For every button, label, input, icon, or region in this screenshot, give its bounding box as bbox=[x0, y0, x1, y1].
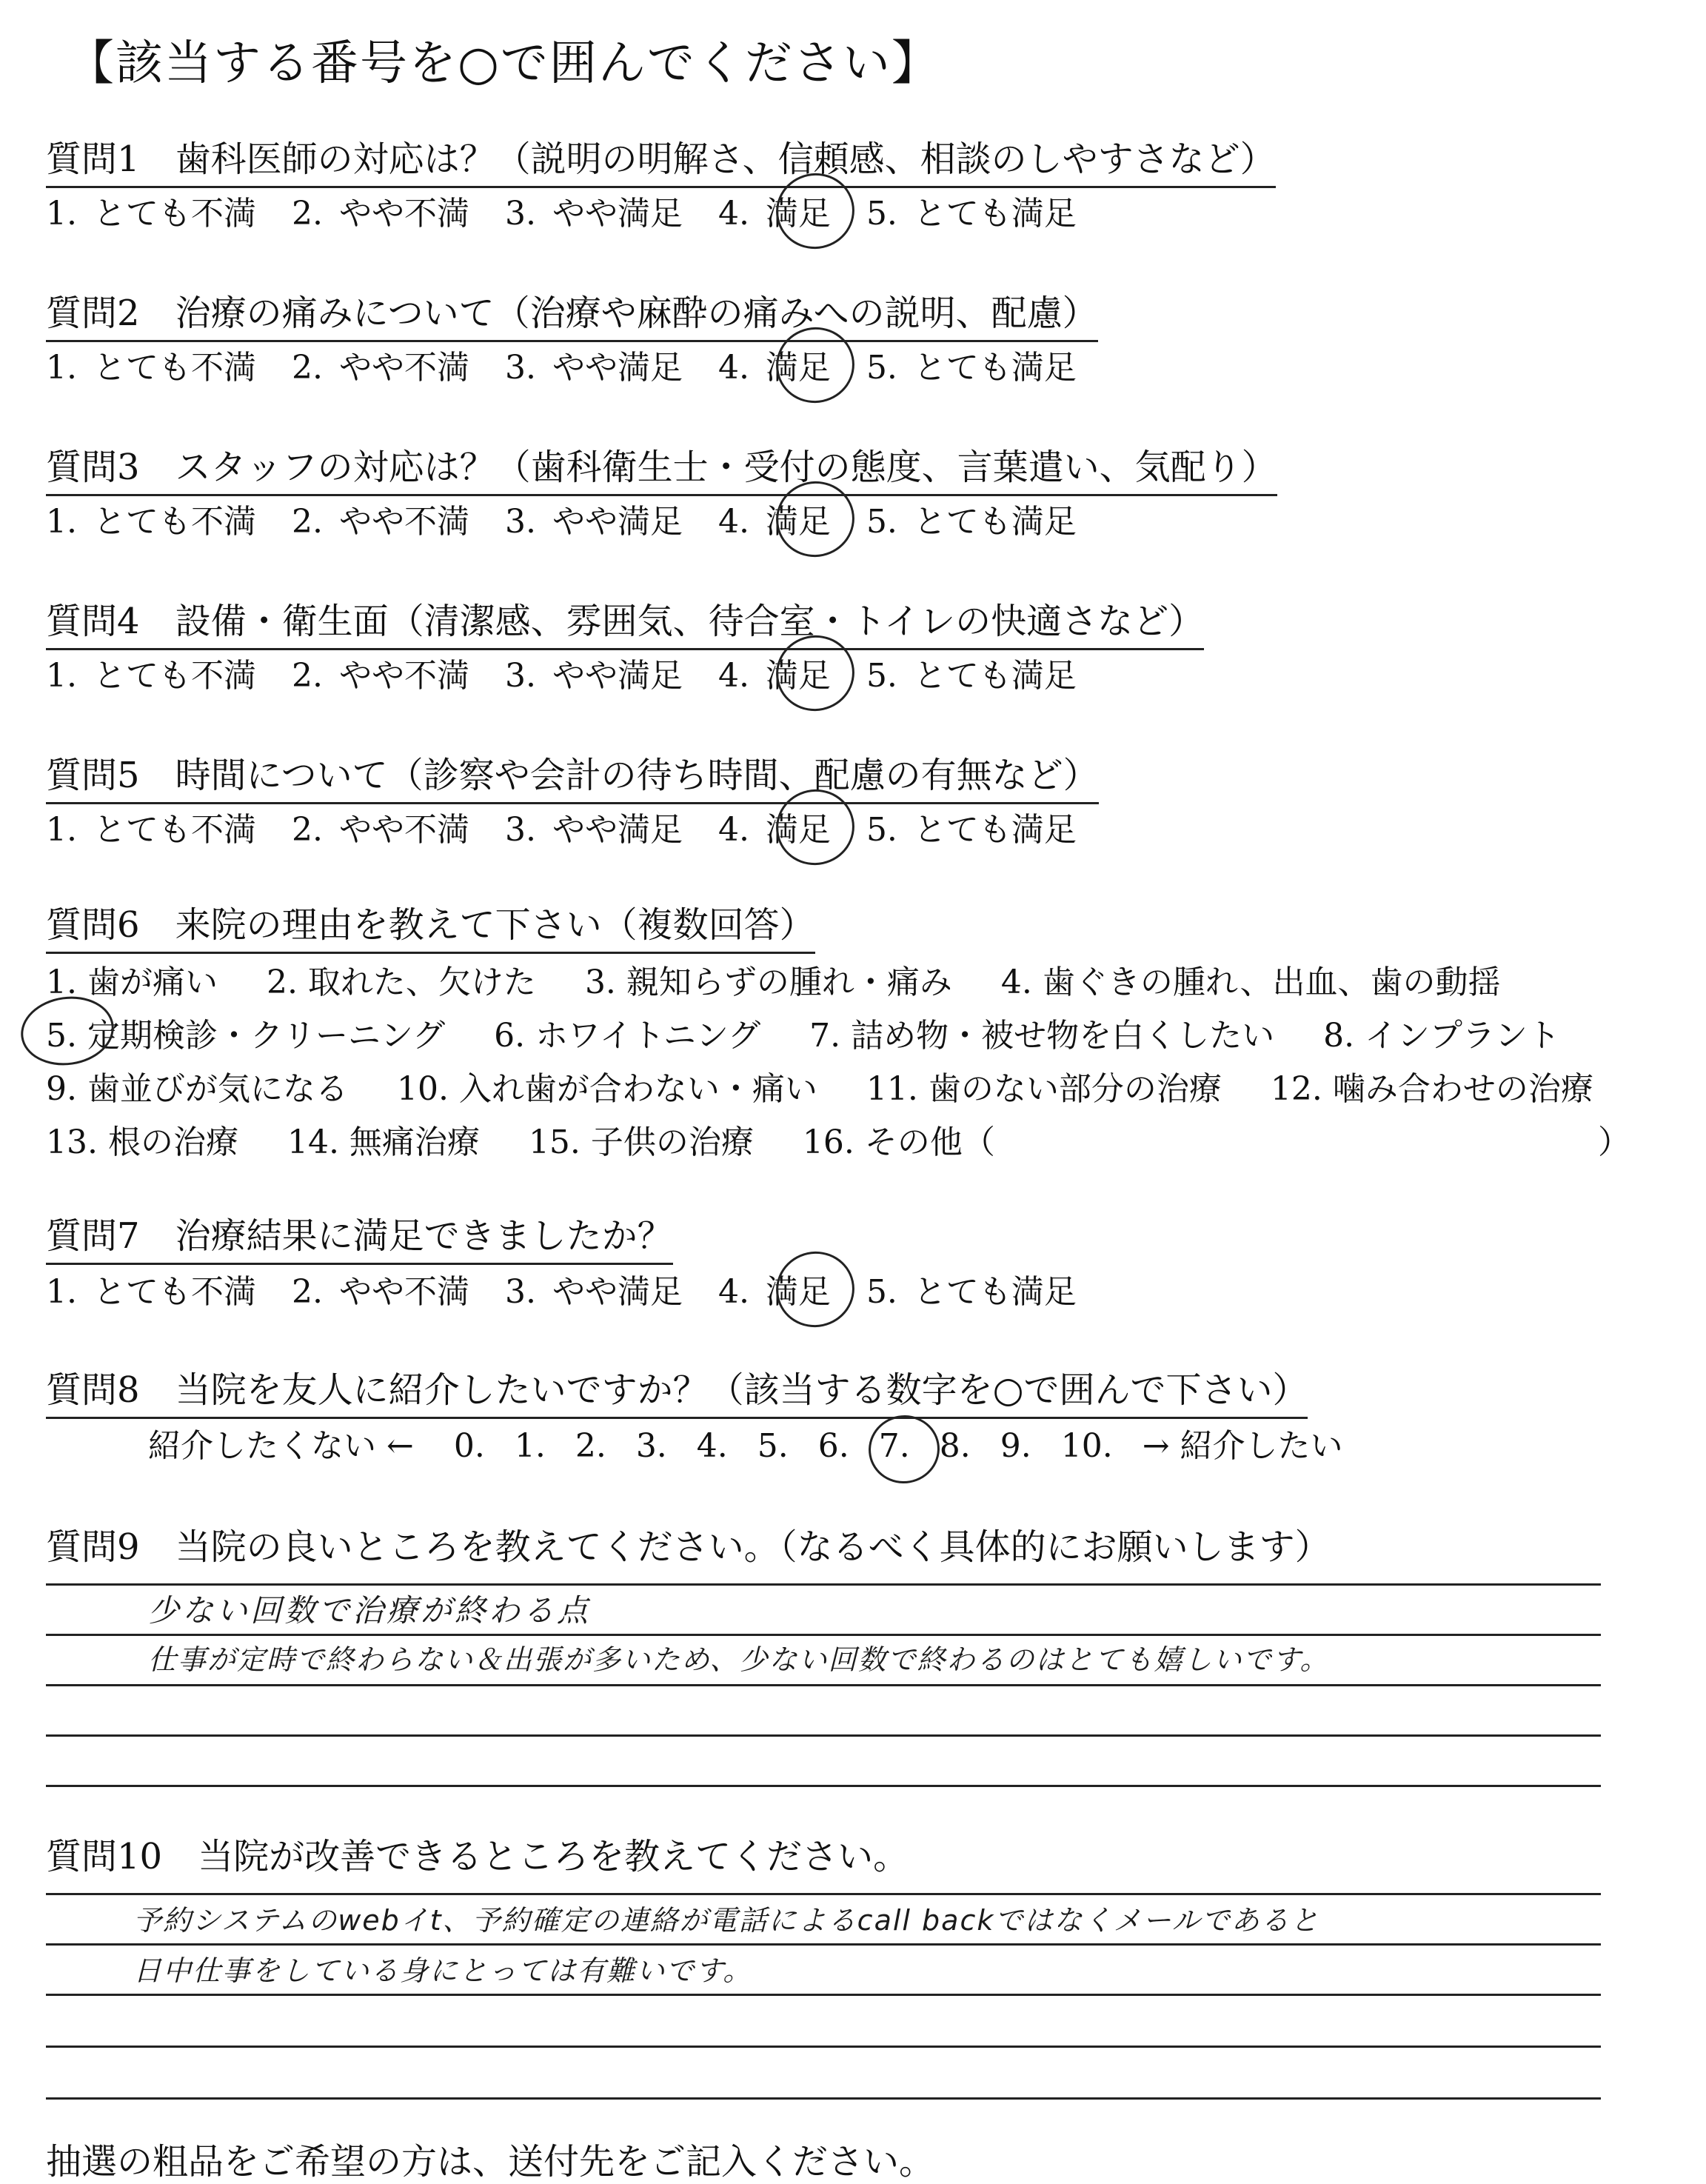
q2-option-3[interactable] bbox=[505, 341, 683, 388]
option-label: やや満足 bbox=[552, 503, 683, 541]
q10-label: 質問10 bbox=[46, 1836, 163, 1877]
q9-handwritten-line-1: 少ない回数で治療が終わる点 bbox=[148, 1592, 592, 1629]
option-label: やや不満 bbox=[338, 1273, 469, 1311]
q1-option-1[interactable] bbox=[46, 187, 256, 234]
q10-rule bbox=[46, 1994, 1601, 1996]
q4-option-1[interactable] bbox=[46, 649, 256, 696]
q8-text: 当院を友人に紹介したいですか？（該当する数字を○で囲んで下さい） bbox=[175, 1369, 1308, 1411]
q3-option-5[interactable] bbox=[866, 495, 1077, 542]
option-label: 満足 bbox=[765, 349, 831, 387]
q5-text: 時間について（診察や会計の待ち時間、配慮の有無など） bbox=[175, 755, 1099, 796]
q8-score-6[interactable]: 6. bbox=[817, 1427, 849, 1465]
option-number: 2. bbox=[291, 1273, 323, 1311]
q8-score-4[interactable]: 4. bbox=[696, 1427, 728, 1465]
q6-row-3 bbox=[46, 1062, 1632, 1109]
option-label: とても不満 bbox=[93, 349, 256, 387]
q1-options bbox=[46, 187, 1112, 234]
option-label: やや不満 bbox=[338, 811, 469, 849]
option-number: 1. bbox=[46, 811, 77, 849]
option-label: 満足 bbox=[765, 503, 831, 541]
option-number: 3. bbox=[504, 811, 536, 849]
option-number: 4. bbox=[717, 349, 749, 387]
option-label: とても不満 bbox=[93, 503, 256, 541]
option-label: とても満足 bbox=[913, 195, 1077, 233]
q1-option-4-selected[interactable] bbox=[718, 187, 831, 234]
q8-right-label: → 紹介したい bbox=[1142, 1427, 1343, 1465]
option-label: 満足 bbox=[765, 1273, 831, 1311]
q10-heading bbox=[46, 1828, 909, 1883]
q4-text: 設備・衛生面（清潔感、雰囲気、待合室・トイレの快適さなど） bbox=[175, 601, 1205, 642]
q3-options bbox=[46, 495, 1112, 542]
q1-option-5[interactable] bbox=[866, 187, 1077, 234]
q7-text: 治療結果に満足できましたか？ bbox=[175, 1215, 673, 1257]
option-number: 3. bbox=[504, 503, 536, 541]
option-label: やや満足 bbox=[552, 195, 683, 233]
option-label: とても不満 bbox=[93, 1273, 256, 1311]
q2-option-1[interactable] bbox=[46, 341, 256, 388]
option-number: 4. bbox=[717, 503, 749, 541]
option-label: とても不満 bbox=[93, 195, 256, 233]
q1-heading bbox=[46, 130, 1276, 188]
option-number: 1. bbox=[46, 349, 77, 387]
option-number: 3. bbox=[504, 195, 536, 233]
option-number: 5. bbox=[866, 503, 897, 541]
q2-option-2[interactable] bbox=[292, 341, 469, 388]
option-number: 2. bbox=[291, 657, 323, 695]
option-number: 3. bbox=[504, 657, 536, 695]
option-label: やや満足 bbox=[552, 811, 683, 849]
q6-option-6[interactable]: 6. ホワイトニング bbox=[494, 1017, 761, 1055]
q8-score-1[interactable]: 1. bbox=[514, 1427, 546, 1465]
q3-option-1[interactable] bbox=[46, 495, 256, 542]
q1-text: 歯科医師の対応は？（説明の明解さ、信頼感、相談のしやすさなど） bbox=[175, 138, 1276, 180]
option-number: 1. bbox=[46, 503, 77, 541]
q6-option-7[interactable]: 7. 詰め物・被せ物を白くしたい bbox=[809, 1017, 1275, 1055]
q10-rule bbox=[46, 2097, 1601, 2100]
q8-heading bbox=[46, 1361, 1308, 1419]
option-number: 5. bbox=[866, 349, 897, 387]
q4-option-3[interactable] bbox=[505, 649, 683, 696]
option-label: やや不満 bbox=[338, 195, 469, 233]
q6-option-16[interactable]: 16. その他（ bbox=[802, 1123, 995, 1161]
q5-option-1[interactable] bbox=[46, 803, 256, 850]
option-number: 5. bbox=[866, 657, 897, 695]
q6-option-12[interactable]: 12. 噛み合わせの治療 bbox=[1270, 1070, 1593, 1108]
q6-option-9[interactable]: 9. 歯並びが気になる bbox=[46, 1070, 348, 1108]
q8-left-label: 紹介したくない ← bbox=[148, 1427, 414, 1465]
option-label: やや不満 bbox=[338, 657, 469, 695]
q9-rule bbox=[46, 1785, 1601, 1787]
q3-text: スタッフの対応は？（歯科衛生士・受付の態度、言葉遣い、気配り） bbox=[175, 447, 1277, 488]
q6-heading bbox=[46, 896, 815, 954]
q6-option-2[interactable]: 2. 取れた、欠けた bbox=[266, 964, 536, 1001]
q5-label: 質問5 bbox=[46, 755, 140, 796]
q10-handwritten-line-1: 予約システムのwebイt、予約確定の連絡が電話によるcall backではなくメールであると bbox=[133, 1904, 1320, 1937]
q6-other-close: ） bbox=[1598, 1123, 1630, 1161]
q6-text: 来院の理由を教えて下さい（複数回答） bbox=[175, 904, 815, 946]
q5-option-4-selected[interactable] bbox=[718, 803, 831, 850]
q8-score-3[interactable]: 3. bbox=[635, 1427, 667, 1465]
q5-option-3[interactable] bbox=[505, 803, 683, 850]
q4-options bbox=[46, 649, 1112, 696]
option-number: 5. bbox=[866, 195, 897, 233]
q3-option-3[interactable] bbox=[505, 495, 683, 542]
q6-option-14[interactable]: 14. 無痛治療 bbox=[287, 1123, 480, 1161]
option-number: 4. bbox=[717, 195, 749, 233]
q7-option-1[interactable] bbox=[46, 1265, 256, 1312]
q8-label: 質問8 bbox=[46, 1369, 140, 1411]
option-label: やや満足 bbox=[552, 349, 683, 387]
q7-heading bbox=[46, 1207, 673, 1265]
q6-row-4 bbox=[46, 1115, 1034, 1163]
q2-heading bbox=[46, 284, 1098, 342]
form-title: 【該当する番号を○で囲んでください】 bbox=[67, 36, 940, 91]
option-number: 1. bbox=[46, 195, 77, 233]
q8-score-7-selected[interactable]: 7. bbox=[878, 1427, 910, 1465]
option-number: 3. bbox=[504, 349, 536, 387]
q8-score-5[interactable]: 5. bbox=[757, 1427, 789, 1465]
q3-option-2[interactable] bbox=[292, 495, 469, 542]
q9-heading bbox=[46, 1518, 1331, 1574]
q10-rule bbox=[46, 1943, 1601, 1946]
q3-option-4-selected[interactable] bbox=[718, 495, 831, 542]
q5-heading bbox=[46, 747, 1099, 804]
option-label: とても満足 bbox=[913, 1273, 1077, 1311]
q5-option-2[interactable] bbox=[292, 803, 469, 850]
option-number: 2. bbox=[291, 503, 323, 541]
option-number: 4. bbox=[717, 657, 749, 695]
q8-score-9[interactable]: 9. bbox=[1000, 1427, 1031, 1465]
q10-handwritten-line-2: 日中仕事をしている身にとっては有難いです。 bbox=[133, 1954, 753, 1987]
q6-option-5-selected[interactable]: 5. 定期検診・クリーニング bbox=[46, 1009, 445, 1056]
q4-option-2[interactable] bbox=[292, 649, 469, 696]
option-number: 1. bbox=[46, 657, 77, 695]
footer-note: 抽選の粗品をご希望の方は、送付先をご記入ください。 bbox=[46, 2141, 935, 2183]
q2-option-4-selected[interactable] bbox=[718, 341, 831, 388]
q4-option-4-selected[interactable] bbox=[718, 649, 831, 696]
q6-option-10[interactable]: 10. 入れ歯が合わない・痛い bbox=[396, 1070, 817, 1108]
q5-options bbox=[46, 803, 1112, 850]
q6-option-11[interactable]: 11. 歯のない部分の治療 bbox=[866, 1070, 1222, 1108]
q7-option-4-selected[interactable] bbox=[718, 1265, 831, 1312]
q4-label: 質問4 bbox=[46, 601, 140, 642]
q7-label: 質問7 bbox=[46, 1215, 140, 1257]
option-number: 2. bbox=[291, 349, 323, 387]
option-number: 3. bbox=[504, 1273, 536, 1311]
q6-option-8[interactable]: 8. インプラント bbox=[1323, 1017, 1561, 1055]
q7-option-5[interactable] bbox=[866, 1265, 1077, 1312]
q10-text: 当院が改善できるところを教えてください。 bbox=[198, 1836, 909, 1877]
q2-options bbox=[46, 341, 1112, 388]
option-label: 満足 bbox=[765, 657, 831, 695]
option-label: とても満足 bbox=[913, 349, 1077, 387]
q6-row-2 bbox=[46, 1009, 1599, 1056]
q1-label: 質問1 bbox=[46, 138, 140, 180]
option-number: 5. bbox=[866, 811, 897, 849]
q7-options bbox=[46, 1265, 1112, 1312]
q6-label: 質問6 bbox=[46, 904, 140, 946]
q8-rating-scale bbox=[148, 1419, 1373, 1466]
q6-option-13[interactable]: 13. 根の治療 bbox=[46, 1123, 238, 1161]
q8-score-10[interactable]: 10. bbox=[1060, 1427, 1113, 1465]
q2-label: 質問2 bbox=[46, 293, 140, 334]
option-label: とても不満 bbox=[93, 811, 256, 849]
q9-rule bbox=[46, 1583, 1601, 1586]
q8-score-2[interactable]: 2. bbox=[575, 1427, 606, 1465]
option-label: やや満足 bbox=[552, 1273, 683, 1311]
q9-text: 当院の良いところを教えてください。（なるべく具体的にお願いします） bbox=[175, 1526, 1331, 1568]
q7-option-3[interactable] bbox=[505, 1265, 683, 1312]
q9-label: 質問9 bbox=[46, 1526, 140, 1568]
q9-rule bbox=[46, 1734, 1601, 1737]
option-label: とても不満 bbox=[93, 657, 256, 695]
q3-heading bbox=[46, 438, 1277, 496]
q8-score-8[interactable]: 8. bbox=[939, 1427, 971, 1465]
q1-option-2[interactable] bbox=[292, 187, 469, 234]
q9-handwritten-line-2: 仕事が定時で終わらない＆出張が多いため、少ない回数で終わるのはとても嬉しいです。 bbox=[148, 1643, 1330, 1676]
q1-option-3[interactable] bbox=[505, 187, 683, 234]
q9-rule bbox=[46, 1684, 1601, 1686]
q2-option-5[interactable] bbox=[866, 341, 1077, 388]
option-label: やや満足 bbox=[552, 657, 683, 695]
q4-heading bbox=[46, 592, 1204, 650]
q3-label: 質問3 bbox=[46, 447, 140, 488]
option-number: 2. bbox=[291, 811, 323, 849]
option-number: 1. bbox=[46, 1273, 77, 1311]
option-label: とても満足 bbox=[913, 657, 1077, 695]
q4-option-5[interactable] bbox=[866, 649, 1077, 696]
q6-option-1[interactable]: 1. 歯が痛い bbox=[46, 964, 218, 1001]
option-number: 4. bbox=[717, 811, 749, 849]
option-label: 満足 bbox=[765, 811, 831, 849]
q5-option-5[interactable] bbox=[866, 803, 1077, 850]
option-number: 2. bbox=[291, 195, 323, 233]
q6-row-1 bbox=[46, 955, 1539, 1003]
q8-score-0[interactable]: 0. bbox=[453, 1427, 485, 1465]
option-label: とても満足 bbox=[913, 503, 1077, 541]
q6-option-3[interactable]: 3. 親知らずの腫れ・痛み bbox=[584, 964, 952, 1001]
q10-rule bbox=[46, 1893, 1601, 1895]
q10-rule bbox=[46, 2046, 1601, 2048]
option-label: やや不満 bbox=[338, 503, 469, 541]
q9-rule bbox=[46, 1634, 1601, 1636]
option-label: やや不満 bbox=[338, 349, 469, 387]
option-label: とても満足 bbox=[913, 811, 1077, 849]
option-label: 満足 bbox=[765, 195, 831, 233]
q6-option-15[interactable]: 15. 子供の治療 bbox=[528, 1123, 754, 1161]
q7-option-2[interactable] bbox=[292, 1265, 469, 1312]
option-number: 4. bbox=[717, 1273, 749, 1311]
option-number: 5. bbox=[866, 1273, 897, 1311]
q2-text: 治療の痛みについて（治療や麻酔の痛みへの説明、配慮） bbox=[175, 293, 1098, 334]
q6-option-4[interactable]: 4. 歯ぐきの腫れ、出血、歯の動揺 bbox=[1000, 964, 1501, 1001]
